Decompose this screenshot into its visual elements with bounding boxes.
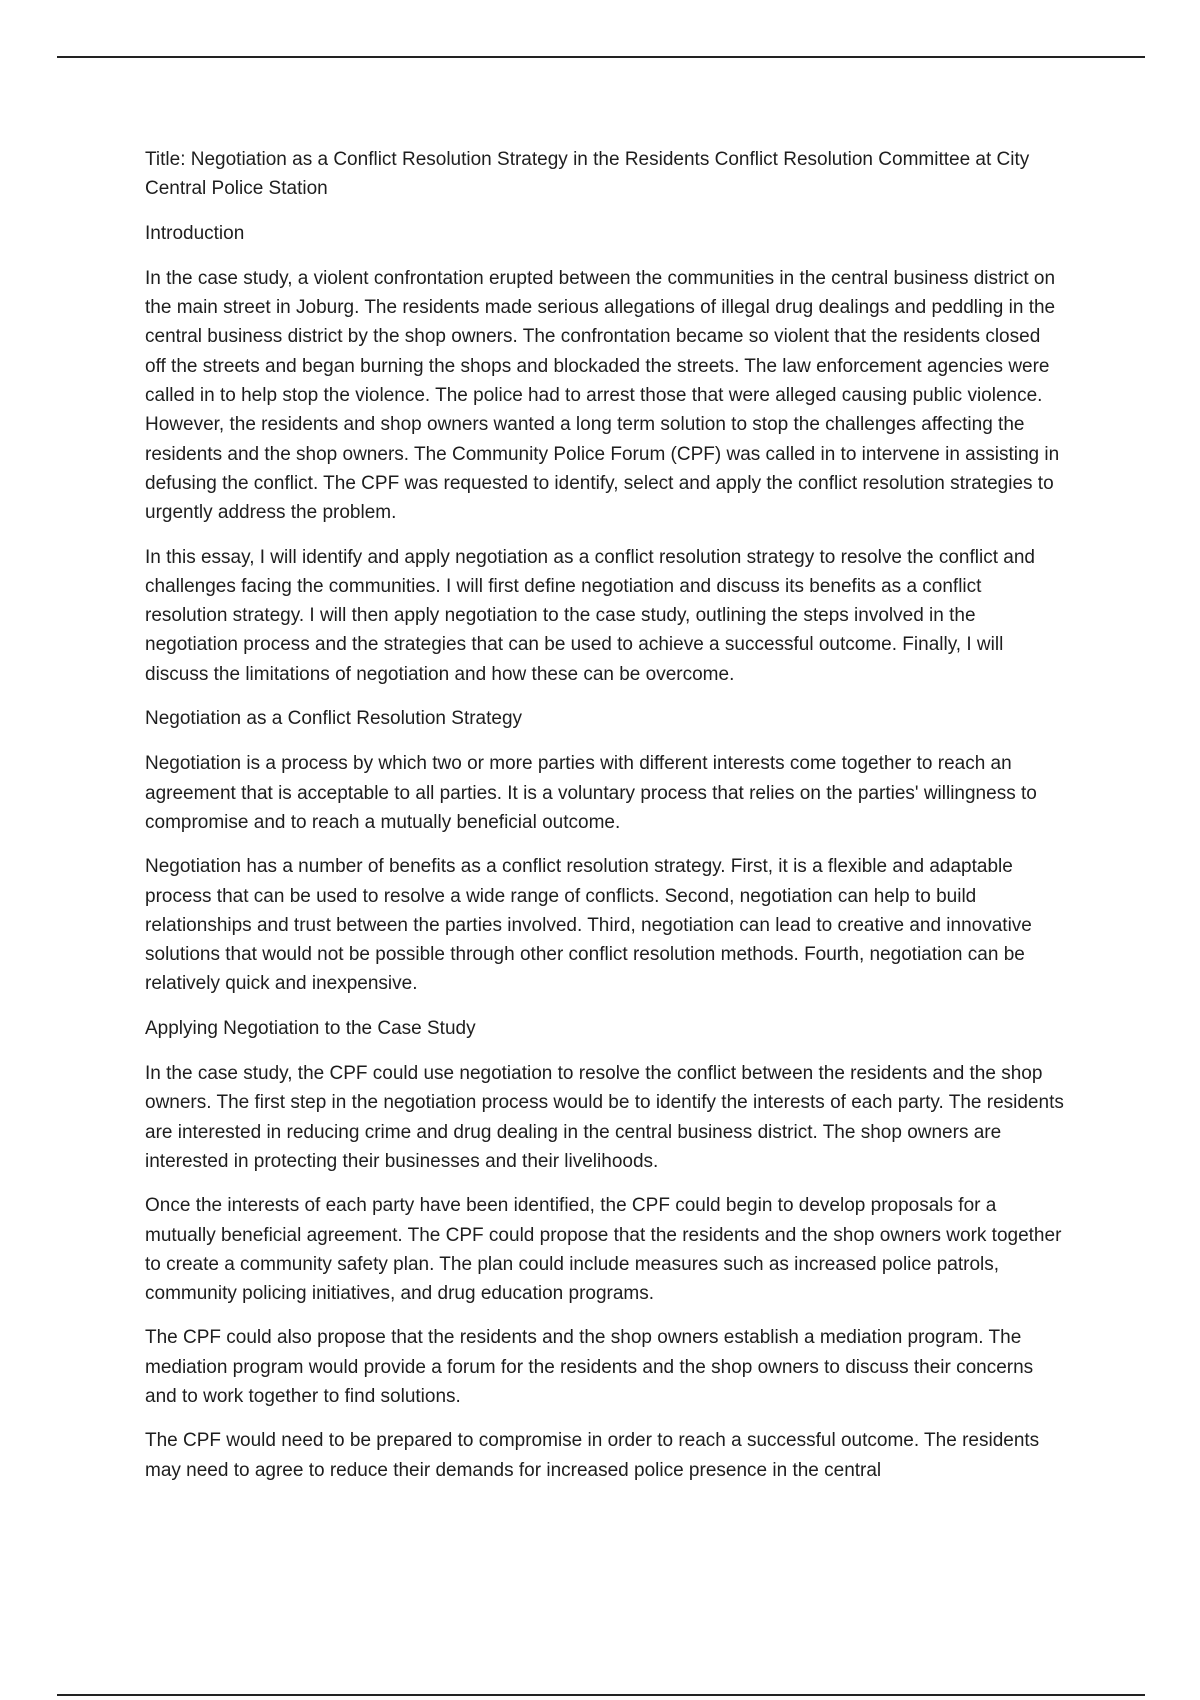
case-study-paragraph-3: The CPF could also propose that the residents and the shop owners establish a mediation program. The mediation program would provide a forum for the residents and the shop owners to discuss their concerns and to work together to find solutions. (145, 1327, 1034, 1407)
section-heading-case-study: Applying Negotiation to the Case Study (145, 1017, 476, 1039)
document-body (145, 145, 1065, 1500)
document-title: Title: Negotiation as a Conflict Resolution Strategy in the Residents Conflict Resolution Committee at City Central Police Station (145, 149, 1030, 200)
footer-rule (57, 1694, 1145, 1696)
negotiation-paragraph-2: Negotiation has a number of benefits as a conflict resolution strategy. First, it is a flexible and adaptable process that can be used to resolve a wide range of conflicts. Second, negotiation can help to build relationships and trust between the parties involved. Third, negotiation can lead to creative and innovative solutions that would not be possible through other conflict resolution methods. Fourth, negotiation can be relatively quick and inexpensive. (145, 856, 1032, 995)
case-study-paragraph-4: The CPF would need to be prepared to compromise in order to reach a successful outcome. The residents may need to agree to reduce their demands for increased police presence in the central (145, 1430, 1040, 1481)
case-study-paragraph-2: Once the interests of each party have been identified, the CPF could begin to develop proposals for a mutually beneficial agreement. The CPF could propose that the residents and the shop owners work together to create a community safety plan. The plan could include measures such as increased police patrols, community policing initiatives, and drug education programs. (145, 1195, 1062, 1305)
introduction-heading: Introduction (145, 222, 245, 244)
case-study-paragraph-1: In the case study, the CPF could use negotiation to resolve the conflict between the residents and the shop owners. The first step in the negotiation process would be to identify the interests of each party. The residents are interested in reducing crime and drug dealing in the central business district. The shop owners are interested in protecting their businesses and their livelihoods. (145, 1063, 1064, 1172)
negotiation-paragraph-1: Negotiation is a process by which two or more parties with different interests come together to reach an agreement that is acceptable to all parties. It is a voluntary process that relies on the parties' willingness to compromise and to reach a mutually beneficial outcome. (145, 753, 1037, 833)
header-rule (57, 56, 1145, 58)
intro-paragraph-2: In this essay, I will identify and apply negotiation as a conflict resolution strategy to resolve the conflict and challenges facing the communities. I will first define negotiation and discuss its benefits as a conflict resolution strategy. I will then apply negotiation to the case study, outlining the steps involved in the negotiation process and the strategies that can be used to achieve a successful outcome. Finally, I will discuss the limitations of negotiation and how these can be overcome. (145, 546, 1035, 685)
intro-paragraph-1: In the case study, a violent confrontation erupted between the communities in the central business district on the main street in Joburg. The residents made serious allegations of illegal drug dealings and peddling in the central business district by the shop owners. The confrontation became so violent that the residents closed off the streets and began burning the shops and blockaded the streets. The law enforcement agencies were called in to help stop the violence. The police had to arrest those that were alleged causing public violence. However, the residents and shop owners wanted a long term solution to stop the challenges affecting the residents and the shop owners. The Community Police Forum (CPF) was called in to intervene in assisting in defusing the conflict. The CPF was requested to identify, select and apply the conflict resolution strategies to urgently address the problem. (145, 267, 1060, 524)
section-heading-negotiation: Negotiation as a Conflict Resolution Strategy (145, 708, 523, 730)
